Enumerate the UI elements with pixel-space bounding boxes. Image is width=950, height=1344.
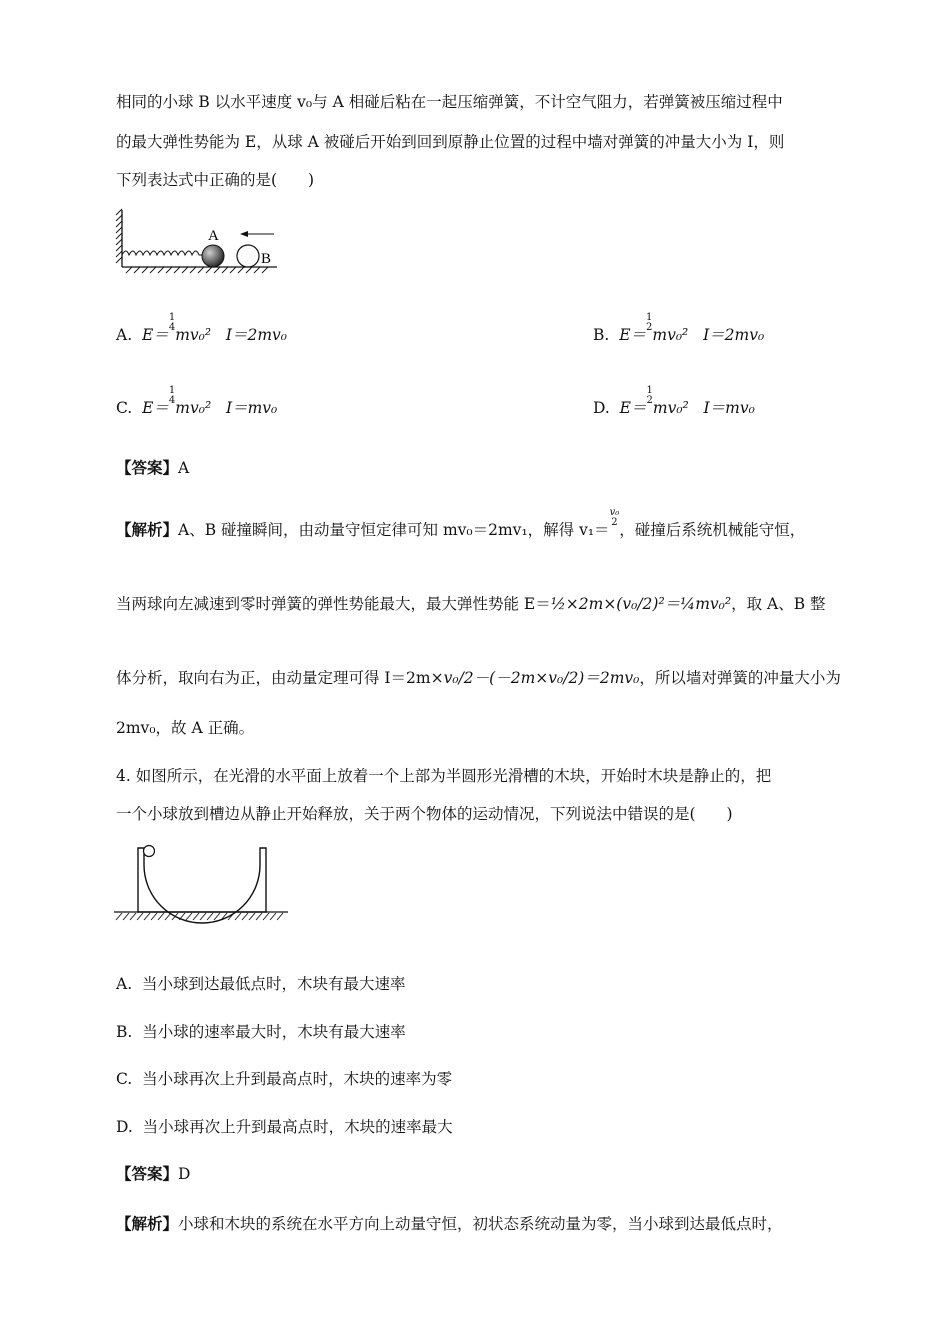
q3-option-c: C. E＝ 1 4 mv₀² I＝mv₀ [116,385,278,417]
q3-analysis-line-4: 2mv₀，故 A 正确。 [116,719,255,737]
q3-analysis-line-2: 当两球向左减速到零时弹簧的弹性势能最大，最大弹性势能 E＝½×2m×(v₀/2)²＝¼mv₀²，取 A、B 整 [116,595,826,613]
q3-stem-line-1: 相同的小球 B 以水平速度 v₀与 A 相碰后粘在一起压缩弹簧，不计空气阻力，若弹簧被压缩过程中 [116,93,783,111]
q4-analysis-line-1: 【解析】小球和木块的系统在水平方向上动量守恒，初状态系统动量为零，当小球到达最低点时， [116,1214,783,1233]
q3-spring-figure [112,205,282,275]
q3-stem-line-2: 的最大弹性势能为 E，从球 A 被碰后开始到回到原静止位置的过程中墙对弹簧的冲量大小为 I，则 [116,133,785,151]
q4-answer: 【答案】D [116,1164,191,1183]
q3-answer: 【答案】A [116,458,190,477]
ball-a-label: A [208,228,219,244]
q3-option-a: A. E＝ 1 4 mv₀² I＝2mv₀ [116,312,288,344]
q4-groove-figure [112,840,292,925]
q4-option-d: D. 当小球再次上升到最高点时，木块的速率最大 [116,1118,453,1136]
ball-b-label: B [261,251,272,267]
q4-stem-line-2: 一个小球放到槽边从静止开始释放，关于两个物体的运动情况，下列说法中错误的是( ) [116,805,733,823]
q3-analysis-line-3: 体分析，取向右为正，由动量定理可得 I＝2m×v₀/2－(－2m×v₀/2)＝2mv₀，所以墙对弹簧的冲量大小为 [116,669,841,687]
q4-option-c: C. 当小球再次上升到最高点时，木块的速率为零 [116,1070,453,1088]
q4-option-a: A. 当小球到达最低点时，木块有最大速率 [116,975,406,993]
q3-option-d: D. E＝ 1 2 mv₀² I＝mv₀ [593,385,755,417]
q3-analysis-line-1: 【解析】A、B 碰撞瞬间，由动量守恒定律可知 mv₀＝2mv₁，解得 v₁＝ v₀ 2 ，碰撞后系统机械能守恒， [116,507,806,539]
q4-stem-line-1: 4. 如图所示，在光滑的水平面上放着一个上部为半圆形光滑槽的木块，开始时木块是静止的，把 [116,767,772,785]
q3-stem-line-3: 下列表达式中正确的是( ) [116,171,315,189]
q4-option-b: B. 当小球的速率最大时，木块有最大速率 [116,1023,406,1041]
q3-option-b: B. E＝ 1 2 mv₀² I＝2mv₀ [593,312,765,344]
